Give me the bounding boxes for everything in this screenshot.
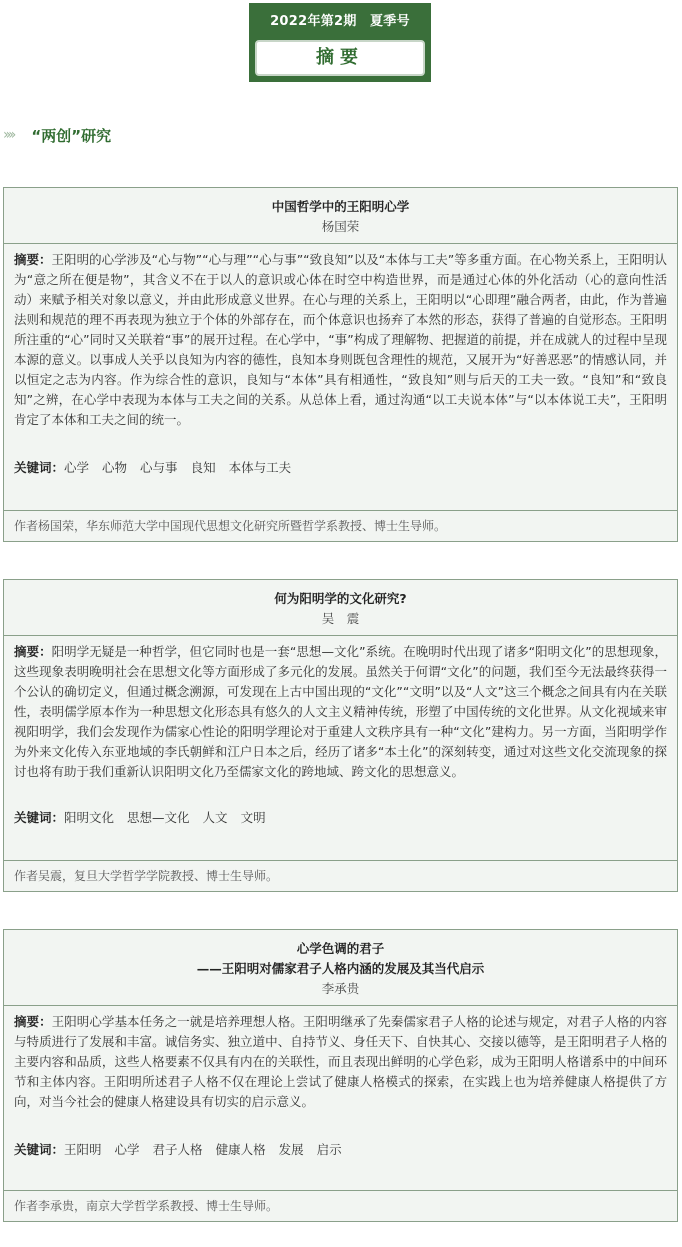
article-card bbox=[3, 579, 678, 892]
keyword: 阳明文化 bbox=[64, 810, 115, 825]
abstract-label: 摘要： bbox=[14, 1014, 52, 1029]
chevrons-icon: ›››› bbox=[3, 127, 14, 143]
keyword: 心物 bbox=[102, 460, 128, 475]
keyword: 良知 bbox=[190, 460, 216, 475]
section-title: “两创”研究 bbox=[31, 126, 112, 145]
keyword: 人文 bbox=[202, 810, 228, 825]
article-abstract bbox=[4, 244, 677, 430]
keyword: 思想—文化 bbox=[127, 810, 190, 825]
article-header bbox=[4, 930, 677, 1006]
keyword: 发展 bbox=[278, 1142, 304, 1157]
author-info: 作者李承贵，南京大学哲学系教授、博士生导师。 bbox=[4, 1190, 677, 1221]
abstract-text: 王阳明的心学涉及“心与物”“心与理”“心与事”“致良知”以及“本体与工夫”等多重方面。在心物关系上，王阳明认为“意之所在便是物”，其含义不在于以人的意识或心体在时空中构造世界，而是通过心体的外化活动（心的意向性活动）来赋予相关对象以意义，并由此形成意义世界。在心与理的关系上，王阳明以“心即理”融合两者，由此，作为普遍法则和规范的理不再表现为独立于个体的外部存在，而个体意识也扬弃了本然的形态，获得了普遍的自觉形态。王阳明所注重的“心”同时又关联着“事”的展开过程。在心学中，“事”构成了理解物、把握道的前提，并在成就人的过程中呈现本源的意义。以事成人关乎以良知为内容的德性，良知本身则既包含理性的规范，又展开为“好善恶恶”的情感认同，并以恒定之志为内容。作为综合性的意识，良知与“本体”具有相通性，“致良知”则与后天的工夫一致。“良知”和“致良知”之辨，在心学中表现为本体与工夫之间的关系。从总体上看，通过沟通“以工夫说本体”与“以本体说工夫”，王阳明肯定了本体和工夫之间的统一。 bbox=[14, 252, 667, 427]
keywords bbox=[4, 808, 677, 828]
abstract-label: 摘要： bbox=[14, 252, 52, 267]
keyword: 心学 bbox=[64, 460, 90, 475]
abstract-text: 阳明学无疑是一种哲学，但它同时也是一套“思想—文化”系统。在晚明时代出现了诸多“阳明文化”的思想现象，这些现象表明晚明社会在思想文化等方面形成了多元化的发展。虽然关于何谓“文化”的问题，我们至今无法最终获得一个公认的确切定义，但通过概念溯源，可发现在上古中国出现的“文化”“文明”以及“人文”这三个概念之间具有内在关联性，表明儒学原本作为一种思想文化形态具有悠久的人文主义精神传统，形塑了中国传统的文化世界。从文化视域来审视阳明学，我们会发现作为儒家心性论的阳明学理论对于重建人文秩序具有一种“文化”建构力。另一方面，当阳明学作为外来文化传入东亚地域的李氏朝鲜和江户日本之后，经历了诸多“本土化”的深刻转变，通过对这些文化交流现象的探讨也将有助于我们重新认识阳明文化乃至儒家文化的跨地域、跨文化的思想意义。 bbox=[14, 644, 667, 779]
article-author: 杨国荣 bbox=[321, 219, 360, 234]
article-title: 心学色调的君子 bbox=[296, 941, 385, 956]
keywords-label: 关键词： bbox=[14, 810, 65, 825]
keyword: 本体与工夫 bbox=[228, 460, 292, 475]
section-heading bbox=[3, 124, 111, 146]
keyword: 王阳明 bbox=[64, 1142, 102, 1157]
keyword: 启示 bbox=[316, 1142, 342, 1157]
keywords bbox=[4, 458, 677, 478]
article-card bbox=[3, 187, 678, 542]
abstract-text: 王阳明心学基本任务之一就是培养理想人格。王阳明继承了先秦儒家君子人格的论述与规定，对君子人格的内容与特质进行了发展和丰富。诚信务实、独立道中、自持节义、身任天下、自快其心、交接以德等，是王阳明君子人格的主要内容和品质，这些人格要素不仅具有内在的关联性，而且表现出鲜明的心学色彩，成为王阳明人格谱系中的中间环节和主体内容。王阳明所述君子人格不仅在理论上尝试了健康人格模式的探索，在实践上也为培养健康人格提供了方向，对当今社会的健康人格建设具有切实的启示意义。 bbox=[14, 1014, 667, 1109]
keywords bbox=[4, 1140, 677, 1160]
article-author: 吴 震 bbox=[321, 611, 360, 626]
article-abstract bbox=[4, 636, 677, 782]
article-subtitle: ——王阳明对儒家君子人格内涵的发展及其当代启示 bbox=[196, 961, 485, 976]
issue-label: 2022年第2期 夏季号 bbox=[270, 14, 410, 29]
article-card bbox=[3, 929, 678, 1222]
keyword: 君子人格 bbox=[152, 1142, 203, 1157]
abstract-label: 摘要： bbox=[14, 644, 52, 659]
article-abstract bbox=[4, 1006, 677, 1112]
keyword: 心与事 bbox=[140, 460, 178, 475]
keywords-label: 关键词： bbox=[14, 460, 65, 475]
author-info: 作者吴震，复旦大学哲学学院教授、博士生导师。 bbox=[4, 860, 677, 891]
article-header bbox=[4, 580, 677, 636]
article-author: 李承贵 bbox=[321, 981, 360, 996]
article-title: 何为阳明学的文化研究? bbox=[274, 591, 407, 606]
article-header bbox=[4, 188, 677, 244]
abstract-heading: 摘要 bbox=[255, 40, 425, 76]
keyword: 文明 bbox=[240, 810, 266, 825]
author-info: 作者杨国荣，华东师范大学中国现代思想文化研究所暨哲学系教授、博士生导师。 bbox=[4, 510, 677, 541]
keyword: 心学 bbox=[114, 1142, 140, 1157]
keywords-label: 关键词： bbox=[14, 1142, 65, 1157]
issue-header bbox=[249, 3, 431, 82]
keyword: 健康人格 bbox=[215, 1142, 266, 1157]
article-title: 中国哲学中的王阳明心学 bbox=[271, 199, 410, 214]
